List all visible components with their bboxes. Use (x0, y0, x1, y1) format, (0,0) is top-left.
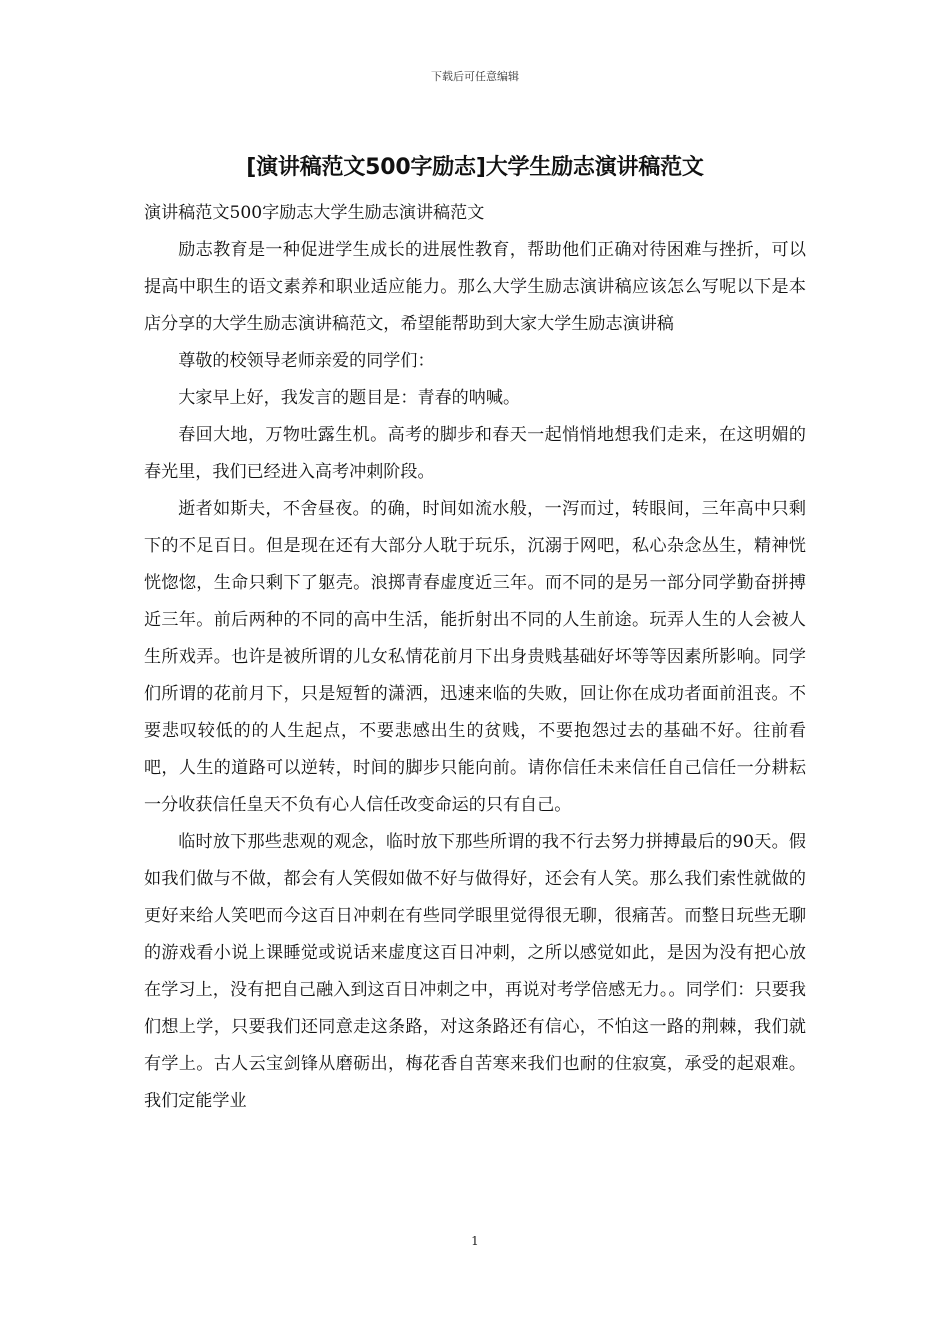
document-body (144, 195, 806, 1120)
body-paragraph: 春回大地，万物吐露生机。高考的脚步和春天一起悄悄地想我们走来，在这明媚的春光里，我们已经进入高考冲刺阶段。 (144, 425, 806, 482)
subtitle-paragraph: 演讲稿范文500字励志大学生励志演讲稿范文 (144, 203, 485, 223)
page-number: 1 (471, 1234, 479, 1248)
body-paragraph: 临时放下那些悲观的观念，临时放下那些所谓的我不行去努力拼搏最后的90天。假如我们做与不做，都会有人笑假如做不好与做得好，还会有人笑。那么我们索性就做的更好来给人笑吧而今这百日冲刺在有些同学眼里觉得很无聊，很痛苦。而整日玩些无聊的游戏看小说上课睡觉或说话来虚度这百日冲刺，之所以感觉如此，是因为没有把心放在学习上，没有把自己融入到这百日冲刺之中，再说对考学倍感无力。。同学们：只要我们想上学，只要我们还同意走这条路，对这条路还有信心，不怕这一路的荆棘，我们就有学上。古人云宝剑锋从磨砺出，梅花香自苦寒来我们也耐的住寂寞，承受的起艰难。我们定能学业 (144, 832, 806, 1111)
body-paragraph: 励志教育是一种促进学生成长的进展性教育，帮助他们正确对待困难与挫折，可以提高中职生的语文素养和职业适应能力。那么大学生励志演讲稿应该怎么写呢以下是本店分享的大学生励志演讲稿范文，希望能帮助到大家大学生励志演讲稿 (144, 240, 806, 334)
document-title: [演讲稿范文500字励志]大学生励志演讲稿范文 (246, 155, 704, 180)
header-note: 下载后可任意编辑 (431, 70, 519, 83)
body-paragraph: 逝者如斯夫，不舍昼夜。的确，时间如流水般，一泻而过，转眼间，三年高中只剩下的不足百日。但是现在还有大部分人耽于玩乐，沉溺于网吧，私心杂念丛生，精神恍恍惚惚，生命只剩下了躯壳。浪掷青春虚度近三年。而不同的是另一部分同学勤奋拼搏近三年。前后两种的不同的高中生活，能折射出不同的人生前途。玩弄人生的人会被人生所戏弄。也许是被所谓的儿女私情花前月下出身贵贱基础好坏等等因素所影响。同学们所谓的花前月下，只是短暂的潇洒，迅速来临的失败，回让你在成功者面前沮丧。不要悲叹较低的的人生起点，不要悲感出生的贫贱，不要抱怨过去的基础不好。往前看吧，人生的道路可以逆转，时间的脚步只能向前。请你信任未来信任自己信任一分耕耘一分收获信任皇天不负有心人信任改变命运的只有自己。 (144, 499, 806, 815)
body-paragraph: 尊敬的校领导老师亲爱的同学们： (178, 351, 435, 371)
body-paragraph: 大家早上好，我发言的题目是：青春的呐喊。 (178, 388, 521, 408)
